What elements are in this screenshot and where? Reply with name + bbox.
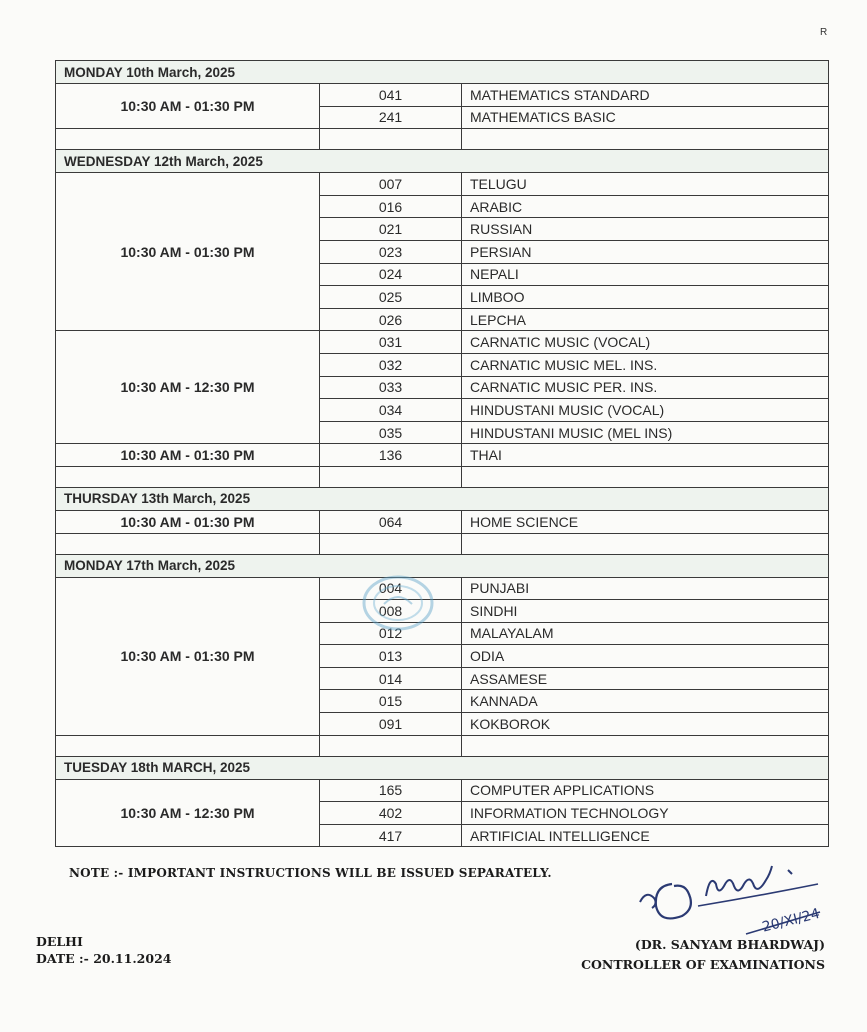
blank-cell (56, 466, 320, 487)
subject-name: NEPALI (462, 263, 829, 286)
subject-name: CARNATIC MUSIC PER. INS. (462, 376, 829, 399)
blank-cell (320, 735, 462, 756)
subject-code: 026 (320, 308, 462, 331)
subject-name: TELUGU (462, 173, 829, 196)
subject-name: RUSSIAN (462, 218, 829, 241)
blank-cell (320, 533, 462, 554)
blank-cell (462, 533, 829, 554)
place-date-block (36, 933, 171, 967)
subject-code: 064 (320, 510, 462, 533)
subject-code: 016 (320, 195, 462, 218)
blank-row (56, 735, 829, 756)
subject-code: 025 (320, 286, 462, 309)
signer-block (581, 935, 825, 975)
time-slot: 10:30 AM - 01:30 PM (56, 84, 320, 129)
subject-name: MATHEMATICS STANDARD (462, 84, 829, 107)
day-heading: WEDNESDAY 12th March, 2025 (56, 150, 829, 173)
day-header-row (56, 554, 829, 577)
day-heading: MONDAY 10th March, 2025 (56, 61, 829, 84)
table-row (56, 173, 829, 196)
place-text: DELHI (36, 934, 83, 949)
time-slot: 10:30 AM - 12:30 PM (56, 779, 320, 847)
subject-code: 021 (320, 218, 462, 241)
blank-cell (462, 466, 829, 487)
signer-title: CONTROLLER OF EXAMINATIONS (581, 957, 825, 972)
time-slot: 10:30 AM - 01:30 PM (56, 444, 320, 467)
subject-name: LEPCHA (462, 308, 829, 331)
subject-code: 004 (320, 577, 462, 600)
subject-name: INFORMATION TECHNOLOGY (462, 802, 829, 825)
subject-code: 031 (320, 331, 462, 354)
subject-code: 014 (320, 667, 462, 690)
subject-code: 041 (320, 84, 462, 107)
blank-cell (462, 735, 829, 756)
subject-code: 417 (320, 824, 462, 847)
blank-cell (56, 533, 320, 554)
subject-code: 402 (320, 802, 462, 825)
date-text: DATE :- 20.11.2024 (36, 951, 172, 966)
subject-code: 013 (320, 645, 462, 668)
subject-name: KANNADA (462, 690, 829, 713)
table-row (56, 444, 829, 467)
day-header-row (56, 487, 829, 510)
exam-schedule-table (55, 60, 829, 847)
subject-name: HOME SCIENCE (462, 510, 829, 533)
subject-name: KOKBOROK (462, 713, 829, 736)
subject-name: SINDHI (462, 600, 829, 623)
blank-row (56, 466, 829, 487)
day-header-row (56, 61, 829, 84)
subject-code: 032 (320, 353, 462, 376)
day-header-row (56, 150, 829, 173)
day-heading: MONDAY 17th March, 2025 (56, 554, 829, 577)
subject-code: 033 (320, 376, 462, 399)
note-text: NOTE :- IMPORTANT INSTRUCTIONS WILL BE ISSUED SEPARATELY. (69, 866, 552, 880)
subject-name: PUNJABI (462, 577, 829, 600)
table-row (56, 510, 829, 533)
subject-code: 241 (320, 106, 462, 129)
signature-image (628, 862, 838, 942)
subject-code: 034 (320, 399, 462, 422)
signature-date: 20/XI/24 (760, 905, 822, 936)
subject-name: MATHEMATICS BASIC (462, 106, 829, 129)
subject-code: 091 (320, 713, 462, 736)
subject-name: COMPUTER APPLICATIONS (462, 779, 829, 802)
time-slot: 10:30 AM - 01:30 PM (56, 510, 320, 533)
corner-mark: R (820, 27, 828, 38)
subject-code: 015 (320, 690, 462, 713)
table-row (56, 779, 829, 802)
blank-cell (320, 466, 462, 487)
subject-name: CARNATIC MUSIC MEL. INS. (462, 353, 829, 376)
subject-code: 023 (320, 240, 462, 263)
day-header-row (56, 756, 829, 779)
blank-cell (56, 735, 320, 756)
subject-name: ARTIFICIAL INTELLIGENCE (462, 824, 829, 847)
signer-name: (DR. SANYAM BHARDWAJ) (634, 937, 825, 952)
subject-name: THAI (462, 444, 829, 467)
subject-code: 035 (320, 421, 462, 444)
subject-code: 007 (320, 173, 462, 196)
blank-row (56, 129, 829, 150)
table-row (56, 331, 829, 354)
table-row (56, 84, 829, 107)
subject-code: 008 (320, 600, 462, 623)
blank-row (56, 533, 829, 554)
subject-name: ODIA (462, 645, 829, 668)
subject-code: 165 (320, 779, 462, 802)
day-heading: TUESDAY 18th MARCH, 2025 (56, 756, 829, 779)
day-heading: THURSDAY 13th March, 2025 (56, 487, 829, 510)
subject-name: HINDUSTANI MUSIC (VOCAL) (462, 399, 829, 422)
blank-cell (320, 129, 462, 150)
time-slot: 10:30 AM - 12:30 PM (56, 331, 320, 444)
subject-code: 136 (320, 444, 462, 467)
subject-name: LIMBOO (462, 286, 829, 309)
time-slot: 10:30 AM - 01:30 PM (56, 577, 320, 735)
blank-cell (462, 129, 829, 150)
board-seal-watermark (356, 572, 440, 634)
subject-name: ASSAMESE (462, 667, 829, 690)
subject-code: 024 (320, 263, 462, 286)
subject-name: CARNATIC MUSIC (VOCAL) (462, 331, 829, 354)
subject-name: HINDUSTANI MUSIC (MEL INS) (462, 421, 829, 444)
time-slot: 10:30 AM - 01:30 PM (56, 173, 320, 331)
subject-name: ARABIC (462, 195, 829, 218)
blank-cell (56, 129, 320, 150)
subject-code: 012 (320, 622, 462, 645)
table-row (56, 577, 829, 600)
subject-name: PERSIAN (462, 240, 829, 263)
subject-name: MALAYALAM (462, 622, 829, 645)
